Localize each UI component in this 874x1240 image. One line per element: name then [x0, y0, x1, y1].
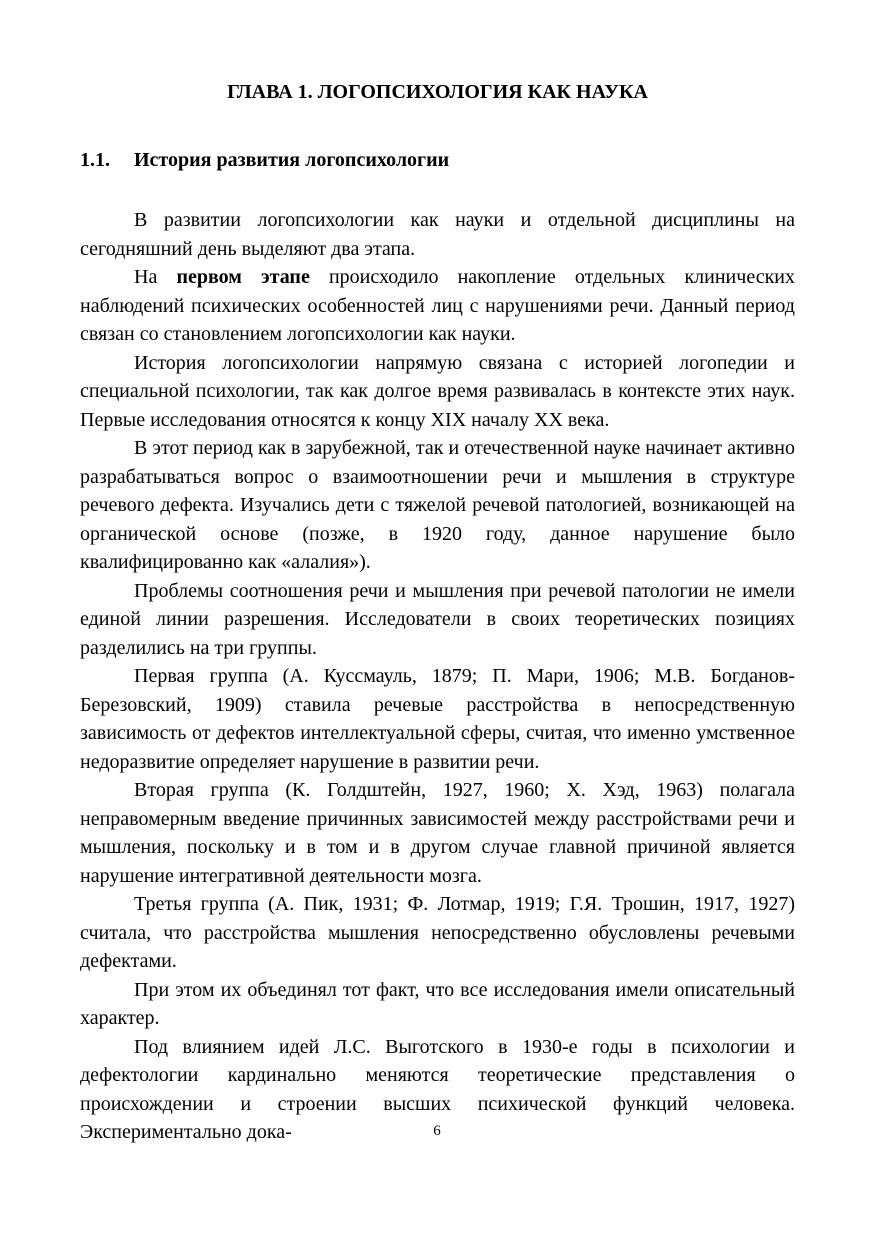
- section-title: История развития логопсихологии: [134, 149, 450, 171]
- paragraph: Под влиянием идей Л.С. Выготского в 1930-е годы в психологии и дефектологии кардинально меняются теоретические представления о происхождении и строении высших психической функций человека. Экспериментально дока-: [80, 1035, 795, 1143]
- page-number: 6: [433, 1123, 441, 1139]
- body-text: [80, 206, 795, 1147]
- section-number: 1.1.: [80, 149, 110, 171]
- paragraph: Первая группа (А. Куссмауль, 1879; П. Мари, 1906; М.В. Богданов-Березовский, 1909) ставила речевые расстройства в непосредственную зависимость от дефектов интеллектуальной сферы, считая, что именно умственное недоразвитие определяет нарушение в развитии речи.: [80, 665, 795, 773]
- paragraph: В развитии логопсихологии как науки и отдельной дисциплины на сегодняшний день выделяют два этапа.: [80, 209, 795, 260]
- section-heading: [80, 148, 795, 172]
- paragraph: История логопсихологии напрямую связана с историей логопедии и специальной психологии, так как долгое время развивалась в контексте этих наук. Первые исследования относятся к концу XIX началу XX века.: [80, 351, 795, 431]
- paragraph: Вторая группа (К. Голдштейн, 1927, 1960; Х. Хэд, 1963) полагала неправомерным введение причинных зависимостей между расстройствами речи и мышления, поскольку и в том и в другом случае главной причиной является нарушение интегративной деятельности мозга.: [80, 779, 795, 887]
- paragraph-text: происходило накопление отдельных клинических наблюдений психических особенностей лиц с нарушениями речи. Данный период связан со становлением логопсихологии как науки.: [80, 266, 795, 345]
- paragraph-text: На: [134, 266, 177, 288]
- paragraph: Третья группа (А. Пик, 1931; Ф. Лотмар, 1919; Г.Я. Трошин, 1917, 1927) считала, что расстройства мышления непосредственно обусловлены речевыми дефектами.: [80, 893, 795, 972]
- paragraph: [80, 263, 795, 349]
- paragraph: Проблемы соотношения речи и мышления при речевой патологии не имели единой линии разрешения. Исследователи в своих теоретических позициях разделились на три группы.: [80, 579, 795, 659]
- bold-term: первом этапе: [176, 266, 310, 288]
- chapter-title: ГЛАВА 1. ЛОГОПСИХОЛОГИЯ КАК НАУКА: [227, 81, 648, 103]
- paragraph: В этот период как в зарубежной, так и отечественной науке начинает активно разрабатываться вопрос о взаимоотношении речи и мышления в структуре речевого дефекта. Изучались дети с тяжелой речевой патологией, возникающей на органической основе (позже, в 1920 году, данное нарушение было квалифицированно как «алалия»).: [80, 437, 795, 573]
- paragraph: При этом их объединял тот факт, что все исследования имели описательный характер.: [80, 978, 795, 1029]
